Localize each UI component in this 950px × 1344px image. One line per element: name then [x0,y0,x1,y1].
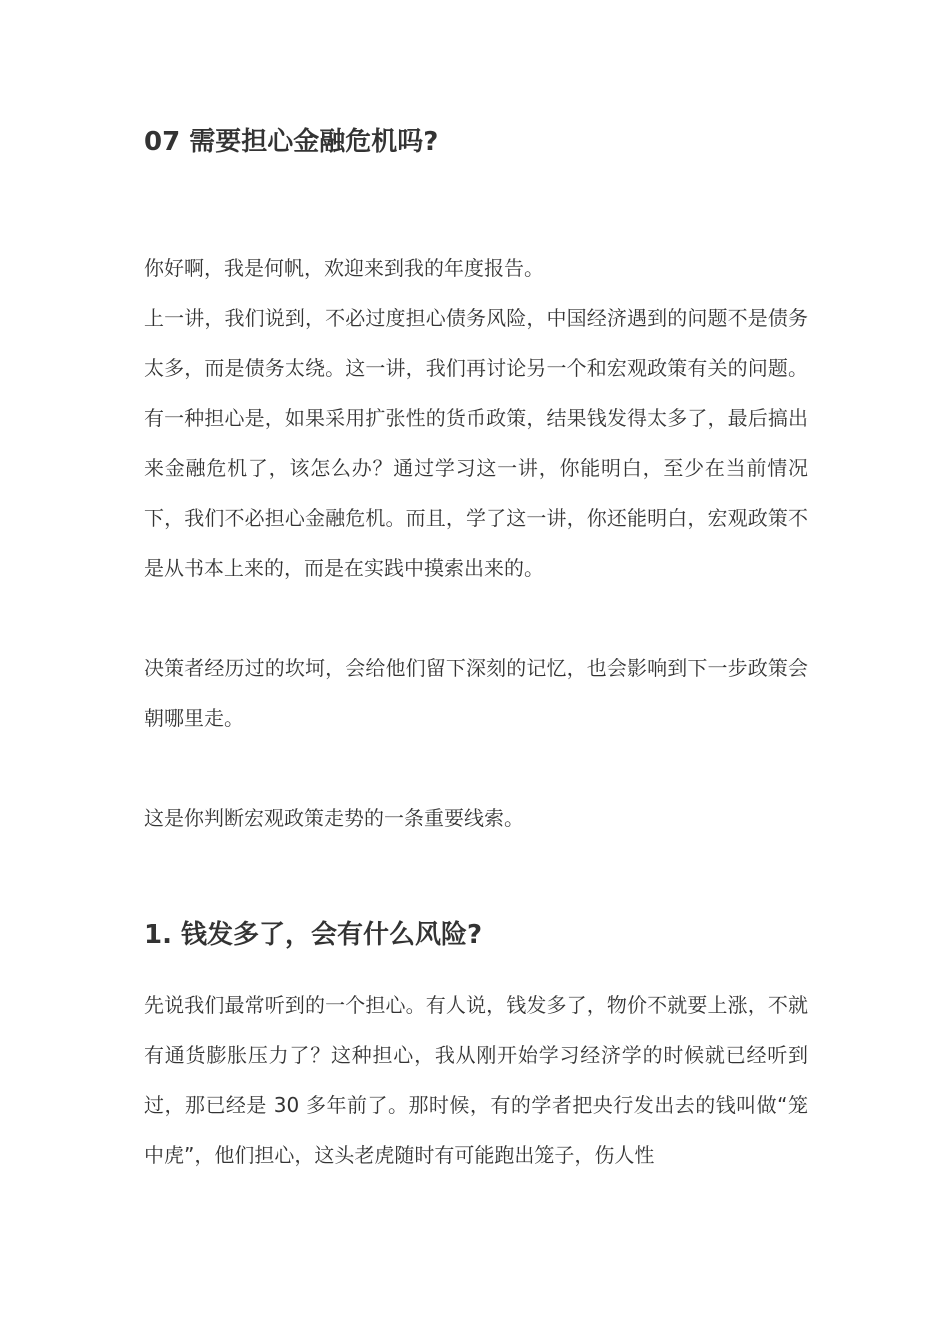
intro-greeting: 你好啊，我是何帆，欢迎来到我的年度报告。 [144,256,544,280]
paragraph-spacer [144,743,808,793]
paragraph-spacer [144,593,808,643]
section-1-heading: 1. 钱发多了，会有什么风险? [144,920,483,950]
intro-clue: 这是你判断宏观政策走势的一条重要线索。 [144,806,524,830]
intro-memory: 决策者经历过的坎坷，会给他们留下深刻的记忆，也会影响到下一步政策会朝哪里走。 [144,656,808,730]
section-1-paragraph: 先说我们最常听到的一个担心。有人说，钱发多了，物价不就要上涨，不就有通货膨胀压力了？这种担心，我从刚开始学习经济学的时候就已经听到过，那已经是 30 多年前了。那时候，有的学者把央行发出去的钱叫做“笼中虎”，他们担心，这头老虎随时有可能跑出笼子，伤人性 [144,993,808,1167]
intro-overview: 上一讲，我们说到，不必过度担心债务风险，中国经济遇到的问题不是债务太多，而是债务太绕。这一讲，我们再讨论另一个和宏观政策有关的问题。有一种担心是，如果采用扩张性的货币政策，结果钱发得太多了，最后搞出来金融危机了，该怎么办？通过学习这一讲，你能明白，至少在当前情况下，我们不必担心金融危机。而且，学了这一讲，你还能明白，宏观政策不是从书本上来的，而是在实践中摸索出来的。 [144,306,808,580]
section-1-body [144,980,808,1180]
intro-section [144,243,808,843]
document-title: 07 需要担心金融危机吗? [144,127,439,157]
